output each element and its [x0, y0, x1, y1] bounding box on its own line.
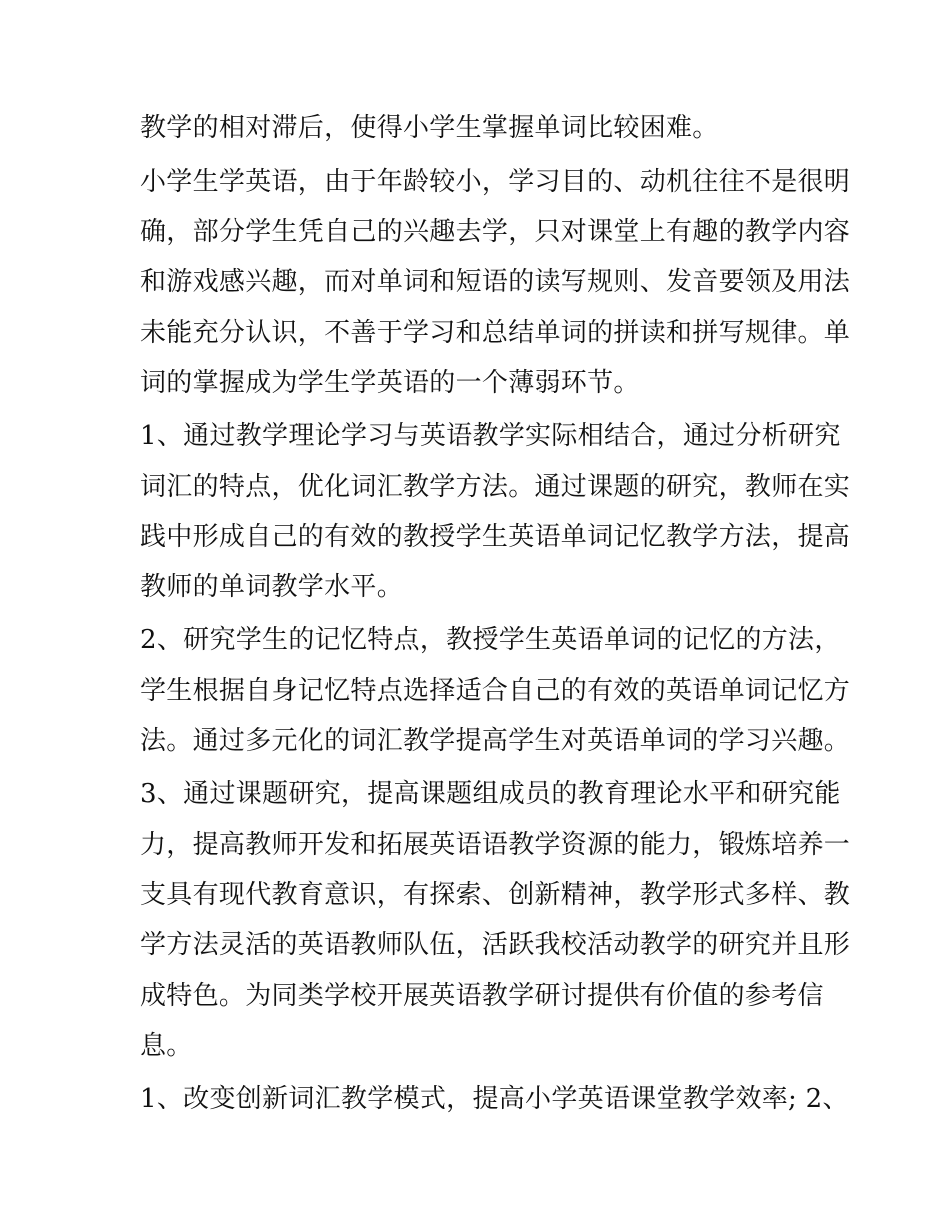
text-line: 词汇的特点，优化词汇教学方法。通过课题的研究，教师在实	[140, 472, 851, 502]
text-line: 支具有现代教育意识，有探索、创新精神，教学形式多样、教	[140, 880, 851, 910]
text-line: 2、研究学生的记忆特点，教授学生英语单词的记忆的方法，	[140, 625, 841, 655]
text-line: 1、改变创新词汇教学模式，提高小学英语课堂教学效率; 2、	[140, 1084, 849, 1114]
text-line: 教师的单词教学水平。	[140, 572, 404, 602]
text-line: 1、通过教学理论学习与英语教学实际相结合，通过分析研究	[140, 421, 841, 451]
text-line: 和游戏感兴趣，而对单词和短语的读写规则、发音要领及用法	[140, 267, 851, 297]
text-line: 未能充分认识，不善于学习和总结单词的拼读和拼写规律。单	[140, 318, 851, 348]
text-line: 践中形成自己的有效的教授学生英语单词记忆教学方法，提高	[140, 522, 851, 552]
text-line: 学生根据自身记忆特点选择适合自己的有效的英语单词记忆方	[140, 676, 851, 706]
text-line: 学方法灵活的英语教师队伍，活跃我校活动教学的研究并且形	[140, 930, 851, 960]
text-line: 小学生学英语，由于年龄较小，学习目的、动机往往不是很明	[140, 167, 851, 197]
text-line: 词的掌握成为学生学英语的一个薄弱环节。	[140, 368, 640, 398]
text-line: 法。通过多元化的词汇教学提高学生对英语单词的学习兴趣。	[140, 726, 851, 756]
text-line: 确，部分学生凭自己的兴趣去学，只对课堂上有趣的教学内容	[140, 217, 851, 247]
text-line: 息。	[140, 1031, 193, 1061]
text-line: 力，提高教师开发和拓展英语语教学资源的能力，锻炼培养一	[140, 830, 851, 860]
text-line: 3、通过课题研究，提高课题组成员的教育理论水平和研究能	[140, 779, 841, 809]
text-line: 教学的相对滞后，使得小学生掌握单词比较困难。	[140, 113, 719, 143]
text-line: 成特色。为同类学校开展英语教学研讨提供有价值的参考信	[140, 981, 824, 1011]
